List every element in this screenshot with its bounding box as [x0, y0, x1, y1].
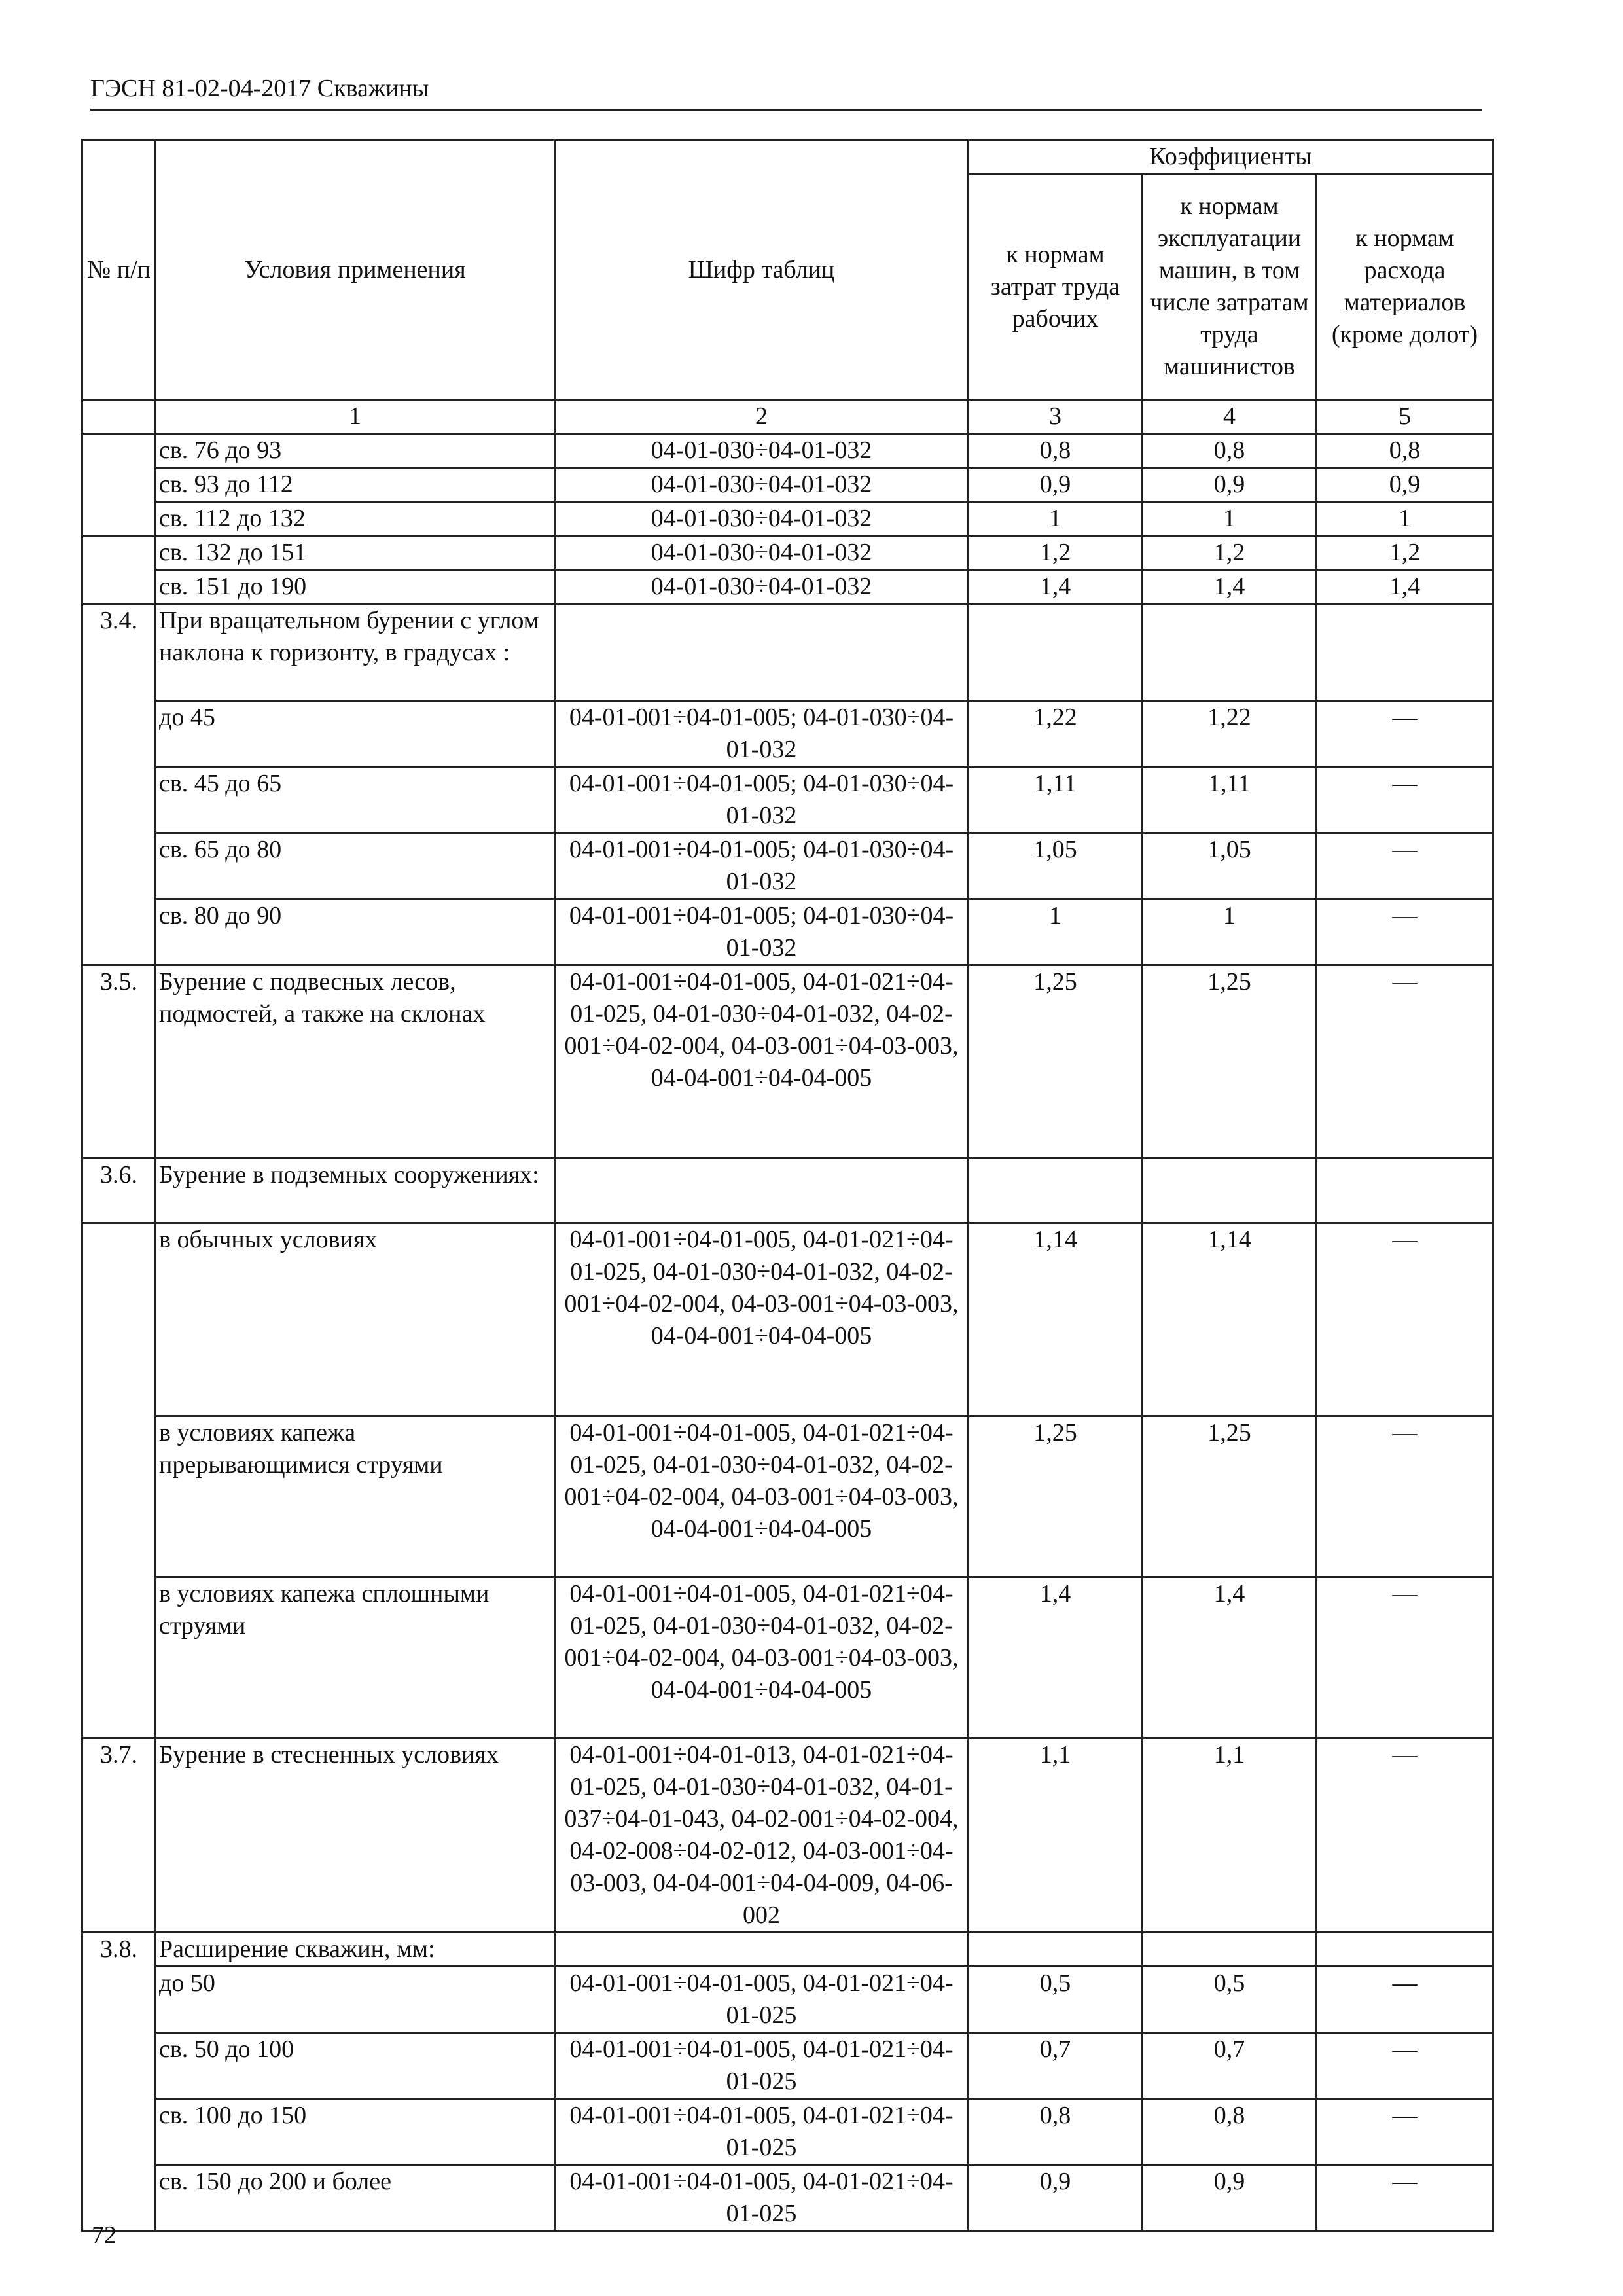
table-row: [82, 2165, 1493, 2231]
table-row: [82, 2099, 1493, 2165]
row-no: 3.6.: [82, 1158, 156, 1223]
row-condition: Бурение в стесненных условиях: [156, 1738, 555, 1933]
table-row: [82, 1933, 1493, 1967]
row-code: 04-01-001÷04-01-005, 04-01-021÷04-01-025: [555, 1967, 969, 2033]
row-coef-materials: [1317, 1158, 1493, 1223]
row-coef-materials: —: [1317, 2099, 1493, 2165]
row-coef-labor: 1,1: [969, 1738, 1143, 1933]
row-condition: Бурение с подвесных лесов, подмостей, а также на склонах: [156, 965, 555, 1158]
table-row: [82, 468, 1493, 502]
table-row: [82, 2033, 1493, 2099]
row-coef-machines: [1143, 1158, 1317, 1223]
row-coef-labor: 1,14: [969, 1223, 1143, 1416]
header-labor: к нормам затрат труда рабочих: [969, 174, 1143, 400]
row-coef-materials: —: [1317, 767, 1493, 833]
row-no: [82, 1223, 156, 1738]
row-code: 04-01-030÷04-01-032: [555, 434, 969, 468]
row-code: [555, 1158, 969, 1223]
row-condition: св. 112 до 132: [156, 502, 555, 536]
row-code: [555, 1933, 969, 1967]
table-row: [82, 502, 1493, 536]
row-condition: св. 76 до 93: [156, 434, 555, 468]
row-no: 3.8.: [82, 1933, 156, 2231]
table-row: [82, 1223, 1493, 1416]
row-coef-materials: —: [1317, 1967, 1493, 2033]
header-no: № п/п: [82, 140, 156, 400]
row-condition: св. 151 до 190: [156, 570, 555, 604]
row-code: 04-01-001÷04-01-013, 04-01-021÷04-01-025, 04-01-030÷04-01-032, 04-01-037÷04-01-043, 04-02-001÷04-02-004, 04-02-008÷04-02-012, 04-03-001÷04-03-003, 04-04-001÷04-04-009, 04-06-002: [555, 1738, 969, 1933]
row-condition: Бурение в подземных сооружениях:: [156, 1158, 555, 1223]
row-condition: до 45: [156, 701, 555, 767]
coefficients-table: [81, 139, 1494, 2232]
row-code: 04-01-001÷04-01-005, 04-01-021÷04-01-025, 04-01-030÷04-01-032, 04-02-001÷04-02-004, 04-03-001÷04-03-003, 04-04-001÷04-04-005: [555, 1416, 969, 1577]
row-coef-labor: 0,8: [969, 434, 1143, 468]
table-row: [82, 1416, 1493, 1577]
row-coef-machines: 1,22: [1143, 701, 1317, 767]
row-coef-labor: 0,7: [969, 2033, 1143, 2099]
row-no: 3.5.: [82, 965, 156, 1158]
row-condition: При вращательном бурении с углом наклона к горизонту, в градусах :: [156, 604, 555, 701]
row-coef-materials: 0,9: [1317, 468, 1493, 502]
row-coef-machines: 1,25: [1143, 1416, 1317, 1577]
row-code: 04-01-001÷04-01-005, 04-01-021÷04-01-025: [555, 2033, 969, 2099]
table-row: [82, 965, 1493, 1158]
row-coef-labor: [969, 1158, 1143, 1223]
column-number: 3: [969, 400, 1143, 434]
header-rule: [90, 109, 1482, 111]
row-coef-machines: [1143, 1933, 1317, 1967]
row-coef-materials: 0,8: [1317, 434, 1493, 468]
row-code: 04-01-001÷04-01-005, 04-01-021÷04-01-025: [555, 2099, 969, 2165]
row-condition: св. 132 до 151: [156, 536, 555, 570]
table-row: [82, 833, 1493, 899]
row-coef-machines: 0,9: [1143, 2165, 1317, 2231]
row-coef-materials: —: [1317, 1577, 1493, 1738]
row-coef-machines: 1,1: [1143, 1738, 1317, 1933]
row-condition: св. 93 до 112: [156, 468, 555, 502]
row-condition: св. 80 до 90: [156, 899, 555, 965]
row-coef-materials: —: [1317, 899, 1493, 965]
row-coef-machines: 1,11: [1143, 767, 1317, 833]
row-code: 04-01-001÷04-01-005, 04-01-021÷04-01-025, 04-01-030÷04-01-032, 04-02-001÷04-02-004, 04-03-001÷04-03-003, 04-04-001÷04-04-005: [555, 965, 969, 1158]
row-coef-materials: [1317, 1933, 1493, 1967]
row-coef-labor: 0,5: [969, 1967, 1143, 2033]
row-condition: Расширение скважин, мм:: [156, 1933, 555, 1967]
row-coef-labor: [969, 1933, 1143, 1967]
row-coef-machines: 1: [1143, 899, 1317, 965]
row-coef-materials: 1,4: [1317, 570, 1493, 604]
table-row: [82, 434, 1493, 468]
header-code: Шифр таблиц: [555, 140, 969, 400]
row-code: 04-01-030÷04-01-032: [555, 468, 969, 502]
row-coef-materials: —: [1317, 2165, 1493, 2231]
row-coef-machines: 0,7: [1143, 2033, 1317, 2099]
running-header: ГЭСН 81-02-04-2017 Скважины: [90, 75, 429, 102]
row-coef-labor: 0,9: [969, 468, 1143, 502]
table-row: [82, 701, 1493, 767]
table-row: [82, 536, 1493, 570]
row-condition: в обычных условиях: [156, 1223, 555, 1416]
row-coef-labor: 1,25: [969, 1416, 1143, 1577]
row-coef-materials: 1,2: [1317, 536, 1493, 570]
row-condition: в условиях капежа прерывающимися струями: [156, 1416, 555, 1577]
row-coef-materials: —: [1317, 965, 1493, 1158]
column-number: [82, 400, 156, 434]
row-coef-machines: 1,05: [1143, 833, 1317, 899]
row-coef-labor: 1,11: [969, 767, 1143, 833]
row-condition: св. 100 до 150: [156, 2099, 555, 2165]
row-coef-labor: 1,2: [969, 536, 1143, 570]
row-coef-labor: 1,25: [969, 965, 1143, 1158]
row-coef-labor: 1: [969, 899, 1143, 965]
column-number: 2: [555, 400, 969, 434]
row-no: [82, 536, 156, 604]
header-materials: к нормам расхода материалов (кроме долот): [1317, 174, 1493, 400]
row-code: 04-01-030÷04-01-032: [555, 570, 969, 604]
row-coef-materials: —: [1317, 1738, 1493, 1933]
row-code: [555, 604, 969, 701]
row-coef-labor: [969, 604, 1143, 701]
table-row: [82, 767, 1493, 833]
row-code: 04-01-030÷04-01-032: [555, 536, 969, 570]
row-coef-labor: 1,4: [969, 570, 1143, 604]
row-coef-machines: 1,4: [1143, 1577, 1317, 1738]
table-row: [82, 1967, 1493, 2033]
table-row: [82, 1577, 1493, 1738]
row-coef-materials: 1: [1317, 502, 1493, 536]
row-code: 04-01-001÷04-01-005, 04-01-021÷04-01-025, 04-01-030÷04-01-032, 04-02-001÷04-02-004, 04-03-001÷04-03-003, 04-04-001÷04-04-005: [555, 1223, 969, 1416]
row-coef-labor: 1,4: [969, 1577, 1143, 1738]
row-condition: св. 50 до 100: [156, 2033, 555, 2099]
row-code: 04-01-001÷04-01-005, 04-01-021÷04-01-025: [555, 2165, 969, 2231]
row-no: [82, 434, 156, 536]
row-coef-machines: 1: [1143, 502, 1317, 536]
table-row: [82, 570, 1493, 604]
table-row: [82, 1738, 1493, 1933]
row-no: 3.7.: [82, 1738, 156, 1933]
row-code: 04-01-030÷04-01-032: [555, 502, 969, 536]
header-machines: к нормам эксплуатации машин, в том числе затратам труда машинистов: [1143, 174, 1317, 400]
row-coef-materials: —: [1317, 1223, 1493, 1416]
row-coef-machines: 1,25: [1143, 965, 1317, 1158]
table-row: [82, 1158, 1493, 1223]
row-coef-materials: —: [1317, 701, 1493, 767]
table-row: [82, 899, 1493, 965]
row-coef-labor: 0,9: [969, 2165, 1143, 2231]
row-coef-machines: 1,4: [1143, 570, 1317, 604]
column-number: 5: [1317, 400, 1493, 434]
row-coef-labor: 1,05: [969, 833, 1143, 899]
row-coef-machines: 1,2: [1143, 536, 1317, 570]
row-condition: до 50: [156, 1967, 555, 2033]
row-coef-machines: 0,8: [1143, 2099, 1317, 2165]
row-coef-materials: —: [1317, 2033, 1493, 2099]
row-condition: св. 45 до 65: [156, 767, 555, 833]
row-coef-labor: 1,22: [969, 701, 1143, 767]
row-coef-materials: —: [1317, 1416, 1493, 1577]
page-number: 72: [92, 2221, 116, 2249]
row-code: 04-01-001÷04-01-005; 04-01-030÷04-01-032: [555, 899, 969, 965]
row-condition: св. 150 до 200 и более: [156, 2165, 555, 2231]
row-code: 04-01-001÷04-01-005; 04-01-030÷04-01-032: [555, 701, 969, 767]
row-coef-machines: 0,9: [1143, 468, 1317, 502]
row-coef-labor: 0,8: [969, 2099, 1143, 2165]
row-coef-machines: 0,5: [1143, 1967, 1317, 2033]
row-condition: в условиях капежа сплошными струями: [156, 1577, 555, 1738]
column-number: 4: [1143, 400, 1317, 434]
row-code: 04-01-001÷04-01-005; 04-01-030÷04-01-032: [555, 767, 969, 833]
header-coefficients: Коэффициенты: [969, 140, 1493, 174]
header-conditions: Условия применения: [156, 140, 555, 400]
column-number: 1: [156, 400, 555, 434]
row-coef-machines: 0,8: [1143, 434, 1317, 468]
row-coef-materials: [1317, 604, 1493, 701]
row-coef-labor: 1: [969, 502, 1143, 536]
row-coef-materials: —: [1317, 833, 1493, 899]
table-row: [82, 604, 1493, 701]
row-code: 04-01-001÷04-01-005; 04-01-030÷04-01-032: [555, 833, 969, 899]
row-no: 3.4.: [82, 604, 156, 965]
row-coef-machines: [1143, 604, 1317, 701]
row-condition: св. 65 до 80: [156, 833, 555, 899]
row-code: 04-01-001÷04-01-005, 04-01-021÷04-01-025, 04-01-030÷04-01-032, 04-02-001÷04-02-004, 04-03-001÷04-03-003, 04-04-001÷04-04-005: [555, 1577, 969, 1738]
row-coef-machines: 1,14: [1143, 1223, 1317, 1416]
